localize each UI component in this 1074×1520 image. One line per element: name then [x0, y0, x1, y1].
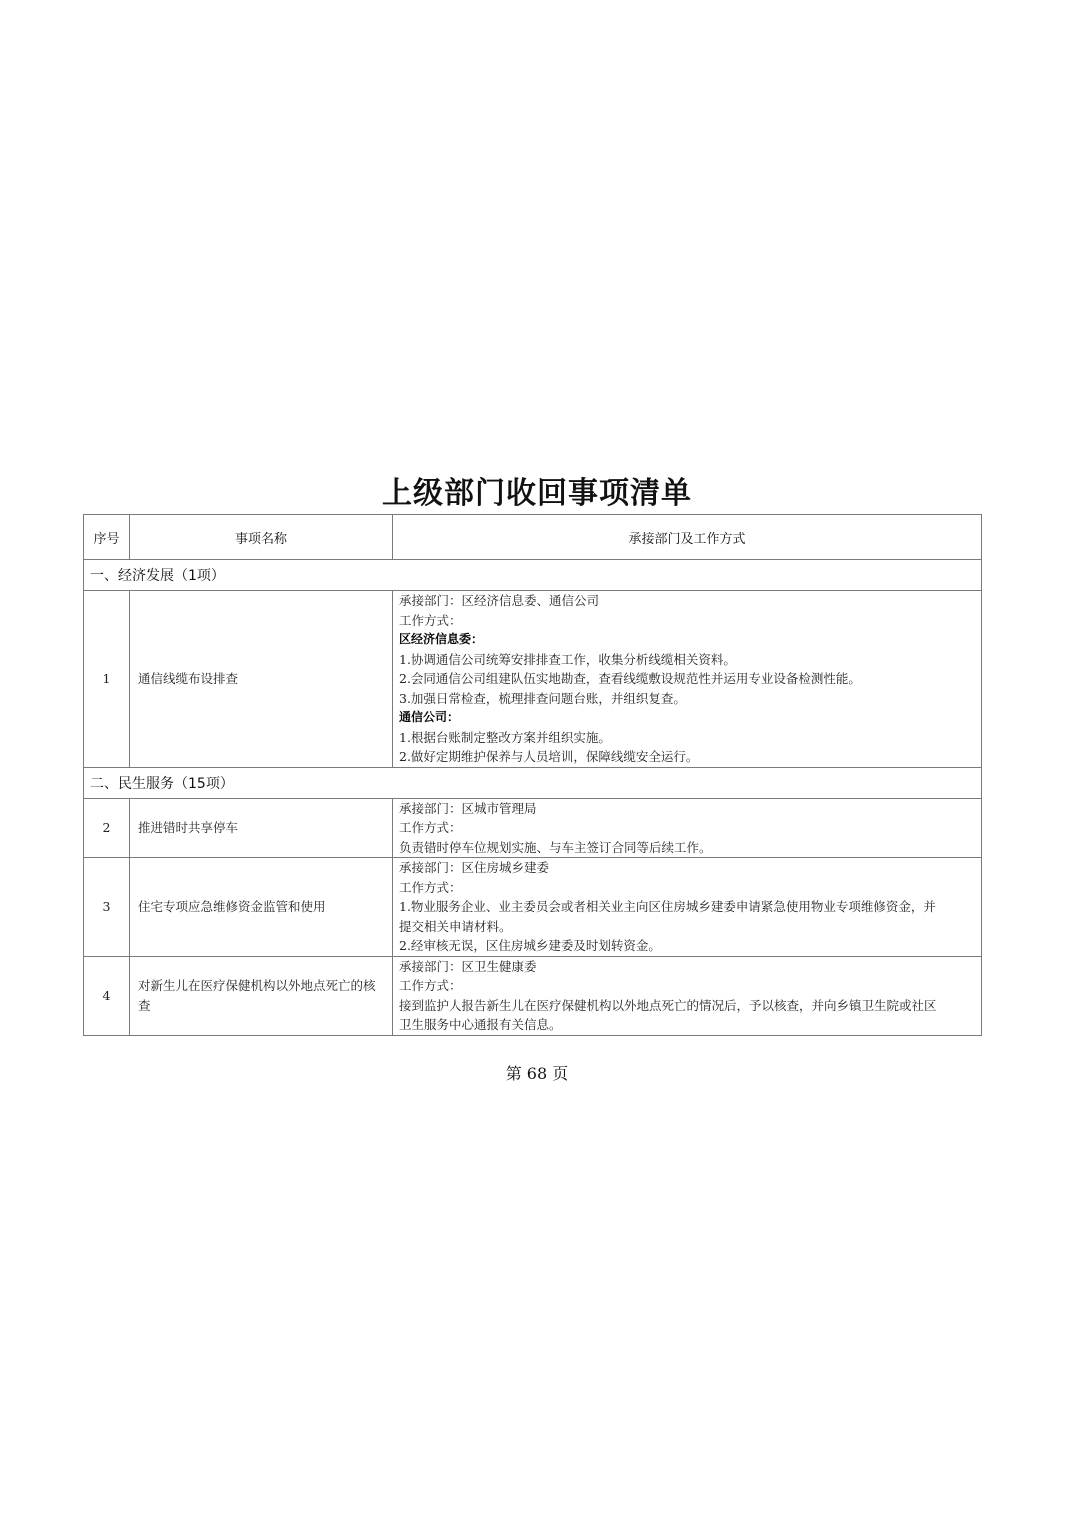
item-name: 通信线缆布设排查 — [130, 591, 393, 768]
detail-line: 工作方式： — [399, 612, 462, 628]
table-row — [84, 956, 982, 1035]
section-heading: 二、民生服务（15项） — [84, 767, 982, 798]
detail-line: 负责错时停车位规划实施、与车主签订合同等后续工作。 — [399, 839, 712, 855]
detail-line: 承接部门：区经济信息委、通信公司 — [399, 593, 600, 608]
detail-line: 提交相关申请材料。 — [399, 918, 512, 934]
detail-line: 承接部门：区城市管理局 — [399, 800, 537, 816]
detail-line: 2.经审核无误，区住房城乡建委及时划转资金。 — [399, 938, 661, 953]
item-detail — [393, 591, 982, 768]
item-name: 对新生儿在医疗保健机构以外地点死亡的核查 — [130, 956, 393, 1035]
table-header-row — [84, 515, 982, 560]
section-row — [84, 767, 982, 798]
detail-line: 接到监护人报告新生儿在医疗保健机构以外地点死亡的情况后，予以核查，并向乡镇卫生院或社区 — [399, 997, 937, 1013]
item-table — [83, 514, 982, 1036]
item-detail — [393, 798, 982, 858]
detail-line: 1.根据台账制定整改方案并组织实施。 — [399, 729, 611, 745]
detail-line: 承接部门：区住房城乡建委 — [399, 860, 550, 875]
row-number: 2 — [84, 798, 130, 858]
row-number: 1 — [84, 591, 130, 768]
detail-line: 卫生服务中心通报有关信息。 — [399, 1017, 562, 1032]
item-name: 推进错时共享停车 — [130, 798, 393, 858]
section-row — [84, 560, 982, 591]
table-row — [84, 858, 982, 957]
item-detail — [393, 956, 982, 1035]
item-name: 住宅专项应急维修资金监管和使用 — [130, 858, 393, 957]
detail-subheading: 区经济信息委： — [399, 632, 484, 646]
detail-line: 2.做好定期维护保养与人员培训，保障线缆安全运行。 — [399, 749, 699, 764]
header-name: 事项名称 — [130, 515, 393, 560]
detail-line: 1.物业服务企业、业主委员会或者相关业主向区住房城乡建委申请紧急使用物业专项维修资金，并 — [399, 899, 936, 914]
row-number: 4 — [84, 956, 130, 1035]
detail-line: 承接部门：区卫生健康委 — [399, 958, 537, 974]
section-heading: 一、经济发展（1项） — [84, 560, 982, 591]
header-no: 序号 — [84, 515, 130, 560]
header-detail: 承接部门及工作方式 — [393, 515, 982, 560]
detail-line: 1.协调通信公司统筹安排排查工作，收集分析线缆相关资料。 — [399, 651, 736, 667]
detail-line: 3.加强日常检查，梳理排查问题台账，并组织复查。 — [399, 690, 686, 706]
detail-line: 工作方式： — [399, 978, 462, 993]
table-row — [84, 798, 982, 858]
detail-line: 工作方式： — [399, 820, 462, 835]
detail-line: 工作方式： — [399, 879, 462, 895]
row-number: 3 — [84, 858, 130, 957]
table-row — [84, 591, 982, 768]
page-title: 上级部门收回事项清单 — [382, 476, 692, 511]
page-number: 第 68 页 — [505, 1064, 569, 1083]
item-detail — [393, 858, 982, 957]
detail-line: 2.会同通信公司组建队伍实地勘查，查看线缆敷设规范性并运用专业设备检测性能。 — [399, 671, 861, 686]
detail-subheading: 通信公司： — [399, 710, 460, 724]
